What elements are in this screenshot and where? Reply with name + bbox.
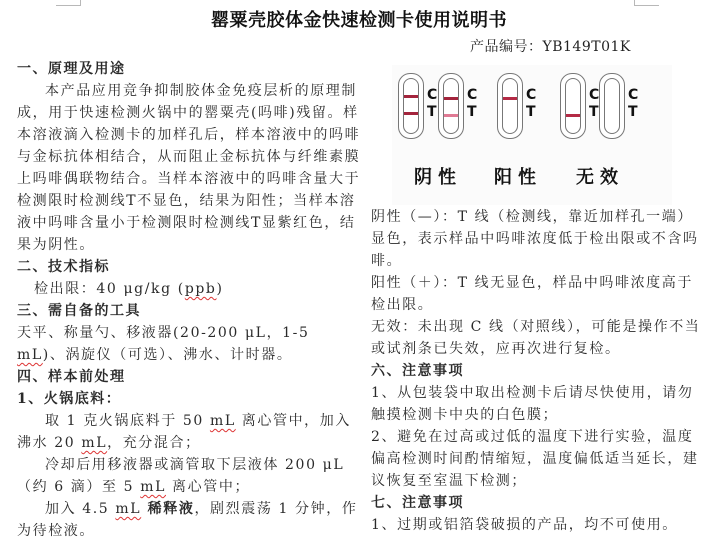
result-interpretation-figure [392,65,672,205]
card1-c-label: C [427,87,438,103]
card-window [443,78,459,134]
label-invalid: 无效 [576,167,624,188]
step-3 [17,498,362,542]
lod-label: 检出限： [34,281,97,297]
step1-text-a: 取 1 克火锅底料于 50 [45,413,210,429]
section2-heading: 二、技术指标 [17,259,110,275]
card-window [565,78,581,134]
card5-t-label: T [628,104,638,120]
section7-item-1: 1、过期或铝箔袋破损的产品，均不可使用。 [371,517,678,533]
step2-text-b: 离心管中； [166,479,251,495]
card1-t-label: T [427,104,437,120]
diluent-term: 稀释液 [141,501,195,517]
card2-c-label: C [467,87,478,103]
card-window [604,78,620,134]
section7-heading: 七、注意事项 [371,495,464,511]
step2-text-a: 冷却后用移液器或滴管取下层液体 200 μL（约 6 滴）至 5 [17,457,345,495]
test-card-positive [497,73,523,139]
step-1 [17,410,362,454]
section6-item-2: 2、避免在过高或过低的温度下进行实验，温度偏高检测时间酌情缩短，温度偏低适当延长，建议恢复至室温下检测； [371,429,699,489]
step1-unit: mL [209,413,236,429]
positive-result-description: 阳性（＋）：T 线无显色，样品中吗啡浓度高于检出限。 [371,275,693,313]
lod-close: ) [216,281,224,297]
step1-text-b: 离心管中，加入沸水 20 [17,413,351,451]
c-line [503,97,517,100]
c-line [444,97,458,100]
card5-c-label: C [628,87,639,103]
card3-t-label: T [526,104,536,120]
test-card-invalid-1 [560,73,586,139]
negative-result-description: 阴性（—）：T 线（检测线，靠近加样孔一端）显色，表示样品中吗啡浓度低于检出限或不含吗啡。 [371,209,699,269]
card-window [502,78,518,134]
invalid-result-description: 无效：未出现 C 线（对照线），可能是操作不当或试剂条已失效，应再次进行复检。 [371,319,701,357]
right-column [371,206,706,536]
lod-unit: ppb [184,281,217,297]
section1-heading: 一、原理及用途 [17,61,126,77]
step3-unit: mL [115,501,142,517]
step-2 [17,454,362,498]
step3-text-a: 加入 4.5 [45,501,116,517]
tools-list [17,322,362,366]
section4-heading: 四、样本前处理 [17,369,126,385]
left-column [17,58,362,542]
step1-unit2: mL [81,435,108,451]
card4-t-label: T [589,104,599,120]
step3-text-b: ，剧烈震荡 1 分钟，作为待检液。 [17,501,358,539]
card3-c-label: C [526,87,537,103]
card4-c-label: C [589,87,600,103]
label-positive: 阳性 [494,167,542,188]
section6-item-1: 1、从包装袋中取出检测卡后请尽快使用，请勿触摸检测卡中央的白色膜； [371,385,694,423]
step2-unit: mL [140,479,166,495]
tools-text-b: )、涡旋仪（可选）、沸水、计时器。 [42,347,293,363]
document-title: 罂粟壳胶体金快速检测卡使用说明书 [211,10,507,31]
section1-paragraph: 本产品应用竞争抑制胶体金免疫层析的原理制成，用于快速检测火锅中的罂粟壳(吗啡)残留。样本溶液滴入检测卡的加样孔后，样本溶液中的吗啡与金标抗体相结合，从而阻止金标抗体与纤维素膜上吗啡偶联物结合。当样本溶液中的吗啡含量大于检测限时检测线T不显色，结果为阳性；当样本溶液中吗啡含量小于检测限时检测线T显紫红色，结果为阴性。 [17,83,361,253]
test-card-negative-2 [438,73,464,139]
section3-heading: 三、需自备的工具 [17,303,141,319]
section6-heading: 六、注意事项 [371,363,464,379]
t-line [404,112,418,115]
t-line [444,114,458,117]
test-card-invalid-2 [599,73,625,139]
test-card-negative-1 [398,73,424,139]
tools-text-a: 天平、称量勺、移液器(20-200 μL，1-5 [17,325,310,341]
c-line [404,95,418,98]
detection-limit [17,278,362,300]
step1-text-c: ，充分混合； [107,435,201,451]
label-negative: 阴性 [414,167,462,188]
card-window [403,78,419,134]
lod-value: 40 μg/kg ( [96,281,185,297]
t-line [566,114,580,117]
card2-t-label: T [467,104,477,120]
product-code: 产品编号：YB149T01K [470,39,631,55]
tools-unit: mL [17,347,43,363]
subsection-hotpot-base: 1、火锅底料： [17,391,122,407]
